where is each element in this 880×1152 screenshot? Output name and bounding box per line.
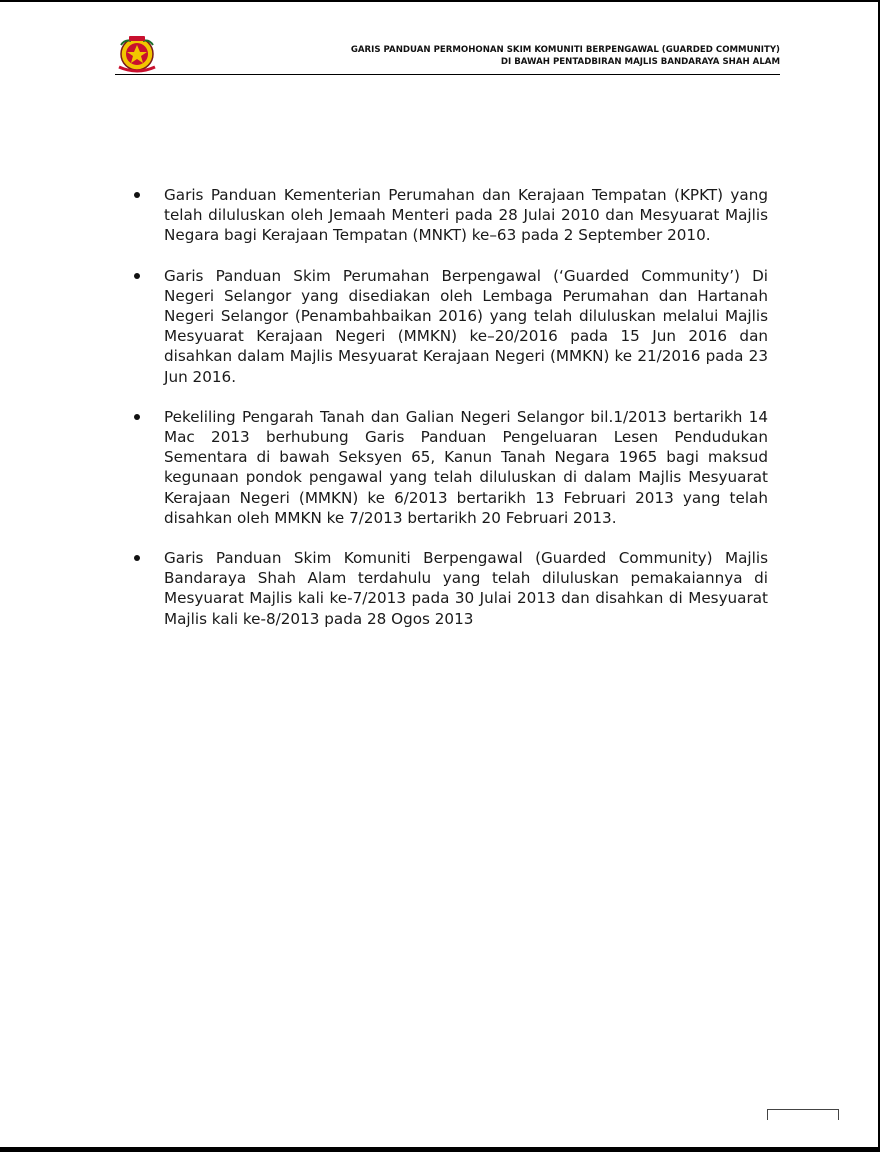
list-item-text: Garis Panduan Skim Komuniti Berpengawal (Guarded Community) Majlis Bandaraya Shah Alam terdahulu yang telah diluluskan pemakaiannya di Mesyuarat Majlis kali ke-7/2013 pada 30 Julai 2013 dan disahkan di Mesyuarat Majlis kali ke-8/2013 pada 28 Ogos 2013 xyxy=(164,549,768,628)
bullet-icon xyxy=(134,414,140,420)
reference-list xyxy=(134,185,768,649)
bullet-icon xyxy=(134,555,140,561)
list-item-text: Garis Panduan Skim Perumahan Berpengawal (‘Guarded Community’) Di Negeri Selangor yang disediakan oleh Lembaga Perumahan dan Hartanah Negeri Selangor (Penambahbaikan 2016) yang telah diluluskan melalui Majlis Mesyuarat Kerajaan Negeri (MMKN) ke–20/2016 pada 15 Jun 2016 dan disahkan dalam Majlis Mesyuarat Kerajaan Negeri (MMKN) ke 21/2016 pada 23 Jun 2016. xyxy=(164,266,768,386)
list-item-text: Pekeliling Pengarah Tanah dan Galian Negeri Selangor bil.1/2013 bertarikh 14 Mac 2013 berhubung Garis Panduan Pengeluaran Lesen Pendudukan Sementara di bawah Seksyen 65, Kanun Tanah Negara 1965 bagi maksud kegunaan pondok pengawal yang telah diluluskan di dalam Majlis Mesyuarat Kerajaan Negeri (MMKN) ke 6/2013 bertarikh 13 Februari 2013 yang telah disahkan oleh MMKN ke 7/2013 bertarikh 20 Februari 2013. xyxy=(164,407,768,527)
list-item xyxy=(134,185,768,246)
header-title-line2: DI BAWAH PENTADBIRAN MAJLIS BANDARAYA SHAH ALAM xyxy=(500,57,780,67)
list-item xyxy=(134,548,768,629)
page-bottom-border xyxy=(0,1147,880,1152)
header-title-line1: GARIS PANDUAN PERMOHONAN SKIM KOMUNITI BERPENGAWAL (GUARDED COMMUNITY) xyxy=(350,45,780,55)
list-item xyxy=(134,407,768,528)
bullet-icon xyxy=(134,273,140,279)
page-number-box xyxy=(767,1109,839,1120)
document-header xyxy=(220,44,780,68)
header-divider xyxy=(115,74,780,75)
mbsa-crest-icon xyxy=(115,33,159,73)
list-item xyxy=(134,266,768,387)
bullet-icon xyxy=(134,192,140,198)
page-top-border xyxy=(0,0,880,2)
list-item-text: Garis Panduan Kementerian Perumahan dan Kerajaan Tempatan (KPKT) yang telah diluluskan oleh Jemaah Menteri pada 28 Julai 2010 dan Mesyuarat Majlis Negara bagi Kerajaan Tempatan (MNKT) ke–63 pada 2 September 2010. xyxy=(164,186,768,245)
